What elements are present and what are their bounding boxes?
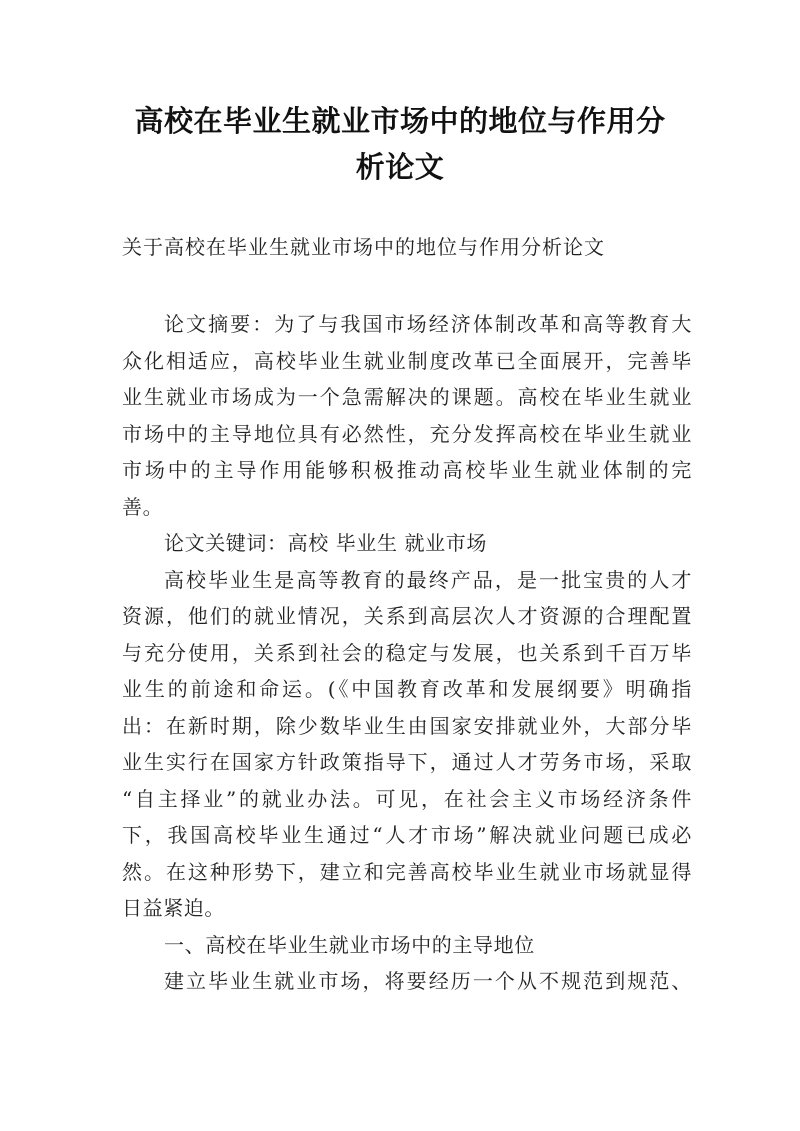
section-heading-text: 一、高校在毕业生就业市场中的主导地位 <box>164 932 535 957</box>
paragraph-section-start <box>122 963 692 1000</box>
text-line: 市场中的主导作用能够积极推动高校毕业生就业体制的完 <box>122 458 692 482</box>
text-line: 建立毕业生就业市场，将要经历一个从不规范到规范、 <box>164 969 692 993</box>
text-line: 业生就业市场成为一个急需解决的课题。高校在毕业生就业 <box>122 385 692 409</box>
section-heading <box>122 927 692 964</box>
text-line: 业生的前途和命运。(《中国教育改革和发展纲要》明确指 <box>122 677 692 701</box>
text-line: 论文关键词：高校 毕业生 就业市场 <box>164 531 487 555</box>
text-line: 众化相适应，高校毕业生就业制度改革已全面展开，完善毕 <box>122 348 692 373</box>
title-line-2: 析论文 <box>355 150 445 184</box>
text-line: 高校毕业生是高等教育的最终产品，是一批宝贵的人才 <box>164 567 692 592</box>
text-line: 然。在这种形势下，建立和完善高校毕业生就业市场就显得 <box>122 859 692 884</box>
text-line: 下，我国高校毕业生通过“人才市场”解决就业问题已成必 <box>122 823 692 847</box>
text-line: “自主择业”的就业办法。可见，在社会主义市场经济条件 <box>122 786 692 811</box>
document-title <box>0 98 800 190</box>
text-line: 资源，他们的就业情况，关系到高层次人才资源的合理配置 <box>122 604 692 628</box>
paragraph-introduction <box>122 562 692 927</box>
text-line: 与充分使用，关系到社会的稳定与发展，也关系到千百万毕 <box>122 640 692 665</box>
text-line: 善。 <box>122 494 164 519</box>
document-subtitle: 关于高校在毕业生就业市场中的地位与作用分析论文 <box>122 235 605 259</box>
text-line: 论文摘要：为了与我国市场经济体制改革和高等教育大 <box>164 312 692 336</box>
text-line: 业生实行在国家方针政策指导下，通过人才劳务市场，采取 <box>122 750 692 774</box>
text-line: 出：在新时期，除少数毕业生由国家安排就业外，大部分毕 <box>122 713 692 738</box>
document-body <box>122 306 692 1000</box>
paragraph-keywords <box>122 525 692 562</box>
text-line: 市场中的主导地位具有必然性，充分发挥高校在毕业生就业 <box>122 421 692 446</box>
text-line: 日益紧迫。 <box>122 896 225 920</box>
title-line-1: 高校在毕业生就业市场中的地位与作用分 <box>134 104 666 138</box>
paragraph-abstract <box>122 306 692 525</box>
